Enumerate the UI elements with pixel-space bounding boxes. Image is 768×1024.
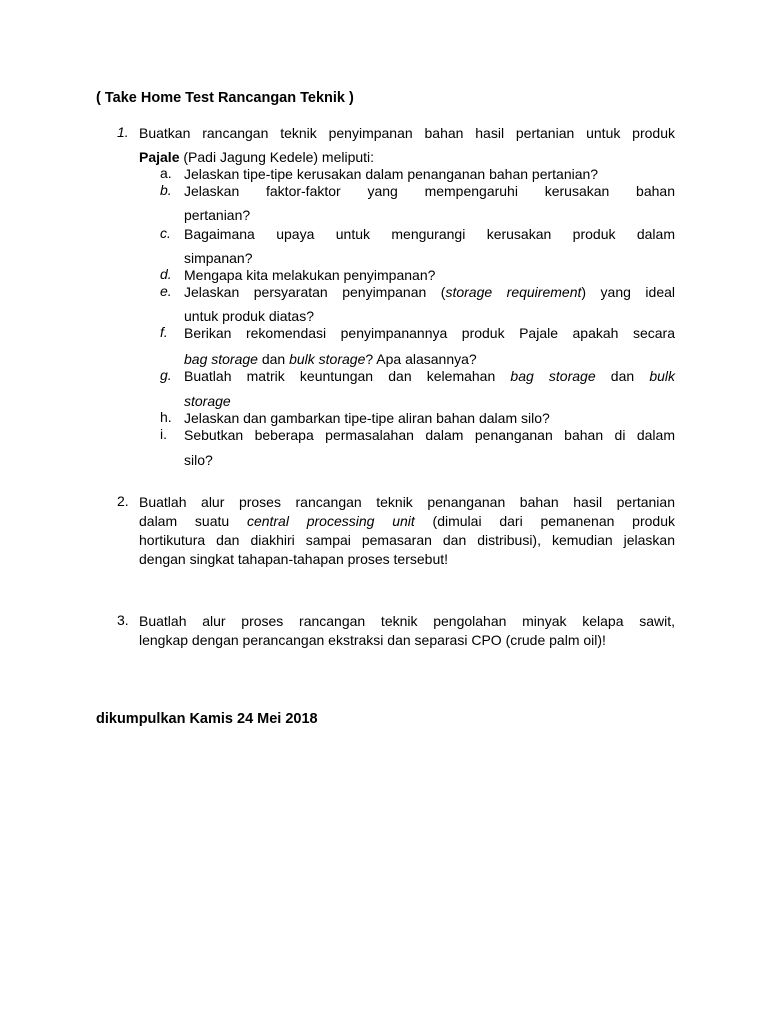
q1-item-i-line2: silo? (184, 452, 213, 468)
q1-item-a-letter: a. (160, 165, 172, 181)
q1-item-g-letter: g. (160, 367, 172, 383)
q2-line3: hortikutura dan diakhiri sampai pemasaran dan distribusi), kemudian jelaskan (139, 532, 675, 548)
q1-item-g-line1: Buatlah matrik keuntungan dan kelemahan bag storage dan bulk (184, 368, 675, 384)
q1-item-g-line2: storage (184, 393, 231, 409)
q1-item-c-line1: Bagaimana upaya untuk mengurangi kerusakan produk dalam (184, 226, 675, 242)
q1-item-f-line2: bag storage dan bulk storage? Apa alasannya? (184, 351, 477, 367)
q1-item-d-text: Mengapa kita melakukan penyimpanan? (184, 267, 436, 283)
q3-number: 3. (117, 612, 129, 628)
q2-line4: dengan singkat tahapan-tahapan proses tersebut! (139, 551, 449, 567)
q1-item-e-line1: Jelaskan persyaratan penyimpanan (storage requirement) yang ideal (184, 284, 675, 300)
q3-line1: Buatlah alur proses rancangan teknik pengolahan minyak kelapa sawit, (139, 613, 675, 629)
q1-item-f-letter: f. (160, 324, 168, 340)
q1-item-i-line1: Sebutkan beberapa permasalahan dalam penanganan bahan di dalam (184, 427, 675, 443)
q1-item-e-line2: untuk produk diatas? (184, 308, 314, 324)
q1-number: 1. (117, 124, 129, 140)
q1-item-f-line1: Berikan rekomendasi penyimpanannya produk Pajale apakah secara (184, 325, 675, 341)
q2-line2: dalam suatu central processing unit (dimulai dari pemanenan produk (139, 513, 675, 529)
q3-line2: lengkap dengan perancangan ekstraksi dan separasi CPO (crude palm oil)! (139, 632, 606, 648)
q1-item-b-line2: pertanian? (184, 207, 251, 223)
q1-line2: Pajale (Padi Jagung Kedele) meliputi: (139, 149, 375, 165)
q1-line1: Buatkan rancangan teknik penyimpanan bahan hasil pertanian untuk produk (139, 125, 675, 141)
q1-item-e-letter: e. (160, 283, 172, 299)
pajale-bold: Pajale (139, 149, 180, 165)
q1-item-d-letter: d. (160, 266, 172, 282)
q1-item-c-letter: c. (160, 225, 171, 241)
q2-number: 2. (117, 493, 129, 509)
q1-item-c-line2: simpanan? (184, 250, 253, 266)
q1-item-a-text: Jelaskan tipe-tipe kerusakan dalam penanganan bahan pertanian? (184, 166, 599, 182)
q1-item-h-letter: h. (160, 409, 172, 425)
q1-item-i-letter: i. (160, 426, 167, 442)
q1-item-b-letter: b. (160, 182, 172, 198)
submission-date: dikumpulkan Kamis 24 Mei 2018 (96, 711, 318, 727)
q1-item-b-line1: Jelaskan faktor-faktor yang mempengaruhi kerusakan bahan (184, 183, 675, 199)
q2-line1: Buatlah alur proses rancangan teknik penanganan bahan hasil pertanian (139, 494, 675, 510)
document-title: ( Take Home Test Rancangan Teknik ) (96, 90, 354, 106)
q1-item-h-text: Jelaskan dan gambarkan tipe-tipe aliran bahan dalam silo? (184, 410, 550, 426)
